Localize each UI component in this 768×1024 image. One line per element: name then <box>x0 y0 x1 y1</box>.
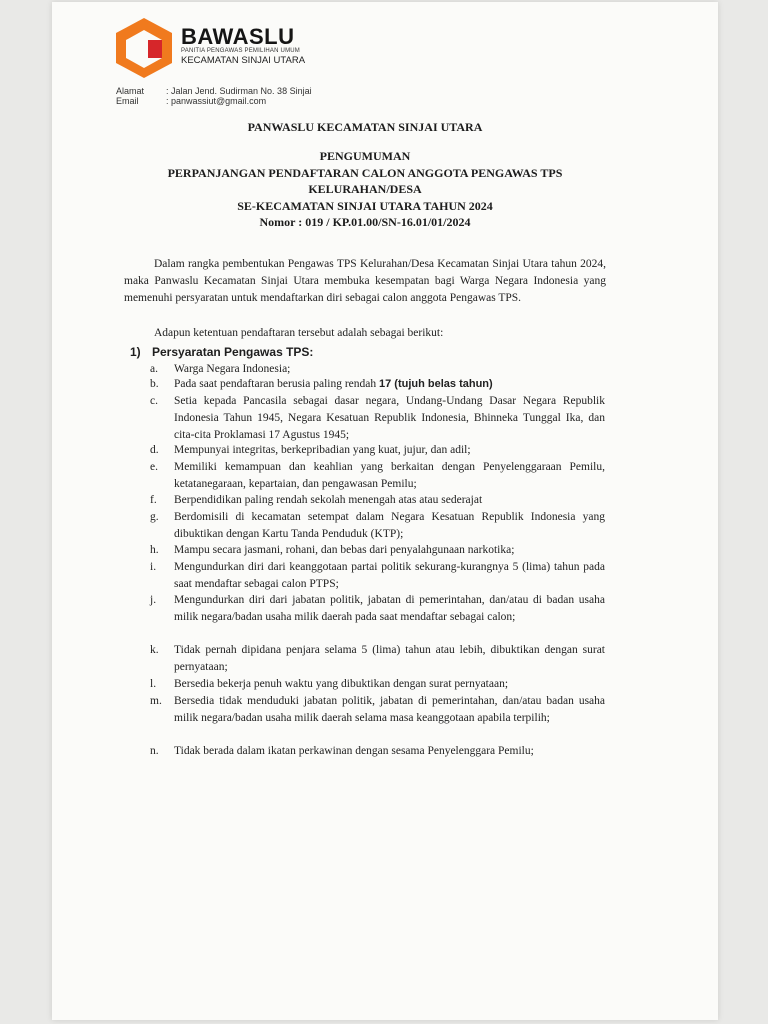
bawaslu-logo-icon <box>112 16 176 80</box>
org-name: BAWASLU <box>181 24 295 49</box>
list-item <box>150 559 605 593</box>
list-text: Tidak pernah dipidana penjara selama 5 (lima) tahun atau lebih, dibuktikan dengan surat pernyataan; <box>174 644 605 673</box>
issuer-heading: PANWASLU KECAMATAN SINJAI UTARA <box>247 120 483 134</box>
list-item <box>150 376 605 393</box>
list-marker: b. <box>150 378 159 390</box>
list-text: Setia kepada Pancasila sebagai dasar negara, Undang-Undang Dasar Negara Republik Indonesia Tahun 1945, Negara Kesatuan Republik Indonesia, Bhinneka Tunggal Ika, dan cita-cita Proklamasi 17 Agustus 1945; <box>174 395 605 441</box>
email-line <box>116 96 266 106</box>
list-item <box>150 442 605 459</box>
title-line-3: SE-KECAMATAN SINJAI UTARA TAHUN 2024 <box>237 199 493 213</box>
list-item <box>150 393 605 444</box>
list-item <box>150 492 605 509</box>
list-item <box>150 592 605 626</box>
intro-paragraph: Dalam rangka pembentukan Pengawas TPS Kelurahan/Desa Kecamatan Sinjai Utara tahun 2024, maka Panwaslu Kecamatan Sinjai Utara membuka kesempatan bagi Warga Negara Indonesia yang memenuhi persyaratan untuk mendaftarkan diri sebagai calon anggota Pengawas TPS. <box>124 258 606 304</box>
list-text: Memiliki kemampuan dan keahlian yang berkaitan dengan Penyelenggaraan Pemilu, ketatanegaraan, kepartaian, dan pengawasan Pemilu; <box>174 461 605 490</box>
list-text: Warga Negara Indonesia; <box>174 363 291 375</box>
list-marker: k. <box>150 644 159 656</box>
list-marker: m. <box>150 695 162 707</box>
address-line <box>116 86 312 96</box>
list-marker: a. <box>150 363 158 375</box>
list-text: Mempunyai integritas, berkepribadian yang kuat, jujur, dan adil; <box>174 444 471 456</box>
list-marker: f. <box>150 494 157 506</box>
list-item <box>150 459 605 493</box>
title-line-1: PERPANJANGAN PENDAFTARAN CALON ANGGOTA PENGAWAS TPS <box>167 166 563 180</box>
title-line-2: KELURAHAN/DESA <box>308 182 422 196</box>
announcement-type: PENGUMUMAN <box>319 149 411 163</box>
list-marker: i. <box>150 561 157 573</box>
list-text-wrap <box>174 376 605 393</box>
list-marker: h. <box>150 544 159 556</box>
list-marker: c. <box>150 395 158 407</box>
section-heading <box>130 345 313 359</box>
list-item <box>150 642 605 676</box>
list-text: Bersedia tidak menduduki jabatan politik, jabatan di pemerintahan, dan/atau badan usaha milik negara/badan usaha milik daerah selama masa keanggotaan apabila terpilih; <box>174 695 605 724</box>
list-item <box>150 743 605 760</box>
list-marker: n. <box>150 745 159 757</box>
list-text: Berpendidikan paling rendah sekolah menengah atas atau sederajat <box>174 494 483 506</box>
list-text: Berdomisili di kecamatan setempat dalam Negara Kesatuan Republik Indonesia yang dibuktikan dengan Kartu Tanda Penduduk (KTP); <box>174 511 605 540</box>
age-inset: 17 (tujuh belas tahun) <box>379 378 493 390</box>
list-marker: j. <box>150 594 157 606</box>
address-label: Alamat <box>116 86 145 96</box>
list-item <box>150 693 605 727</box>
list-text: Pada saat pendaftaran berusia paling rendah <box>174 378 377 390</box>
list-marker: d. <box>150 444 159 456</box>
section-number: 1) <box>130 345 141 359</box>
list-item <box>150 676 605 693</box>
org-full-name: PANITIA PENGAWAS PEMILIHAN UMUM <box>181 48 300 54</box>
list-text: Mampu secara jasmani, rohani, dan bebas dari penyalahgunaan narkotika; <box>174 544 515 556</box>
list-marker: l. <box>150 678 157 690</box>
list-text: Bersedia bekerja penuh waktu yang dibuktikan dengan surat pernyataan; <box>174 678 509 690</box>
email-value: : panwassiut@gmail.com <box>166 96 267 106</box>
list-text: Mengundurkan diri dari keanggotaan partai politik sekurang-kurangnya 5 (lima) tahun pada saat mendaftar sebagai calon PTPS; <box>174 561 605 590</box>
list-item <box>150 509 605 543</box>
intro-lead: Adapun ketentuan pendaftaran tersebut adalah sebagai berikut: <box>154 327 444 339</box>
org-unit: KECAMATAN SINJAI UTARA <box>181 55 306 66</box>
section-title: Persyaratan Pengawas TPS: <box>152 345 314 359</box>
email-label: Email <box>116 96 139 106</box>
address-value: : Jalan Jend. Sudirman No. 38 Sinjai <box>166 86 312 96</box>
list-text: Tidak berada dalam ikatan perkawinan dengan sesama Penyelenggara Pemilu; <box>174 745 534 757</box>
list-text: Mengundurkan diri dari jabatan politik, jabatan di pemerintahan, dan/atau di badan usaha milik negara/badan usaha milik daerah pada saat mendaftar sebagai calon; <box>174 594 605 623</box>
document-number: Nomor : 019 / KP.01.00/SN-16.01/01/2024 <box>259 215 471 229</box>
list-marker: e. <box>150 461 158 473</box>
list-item <box>150 542 605 559</box>
list-marker: g. <box>150 511 159 523</box>
